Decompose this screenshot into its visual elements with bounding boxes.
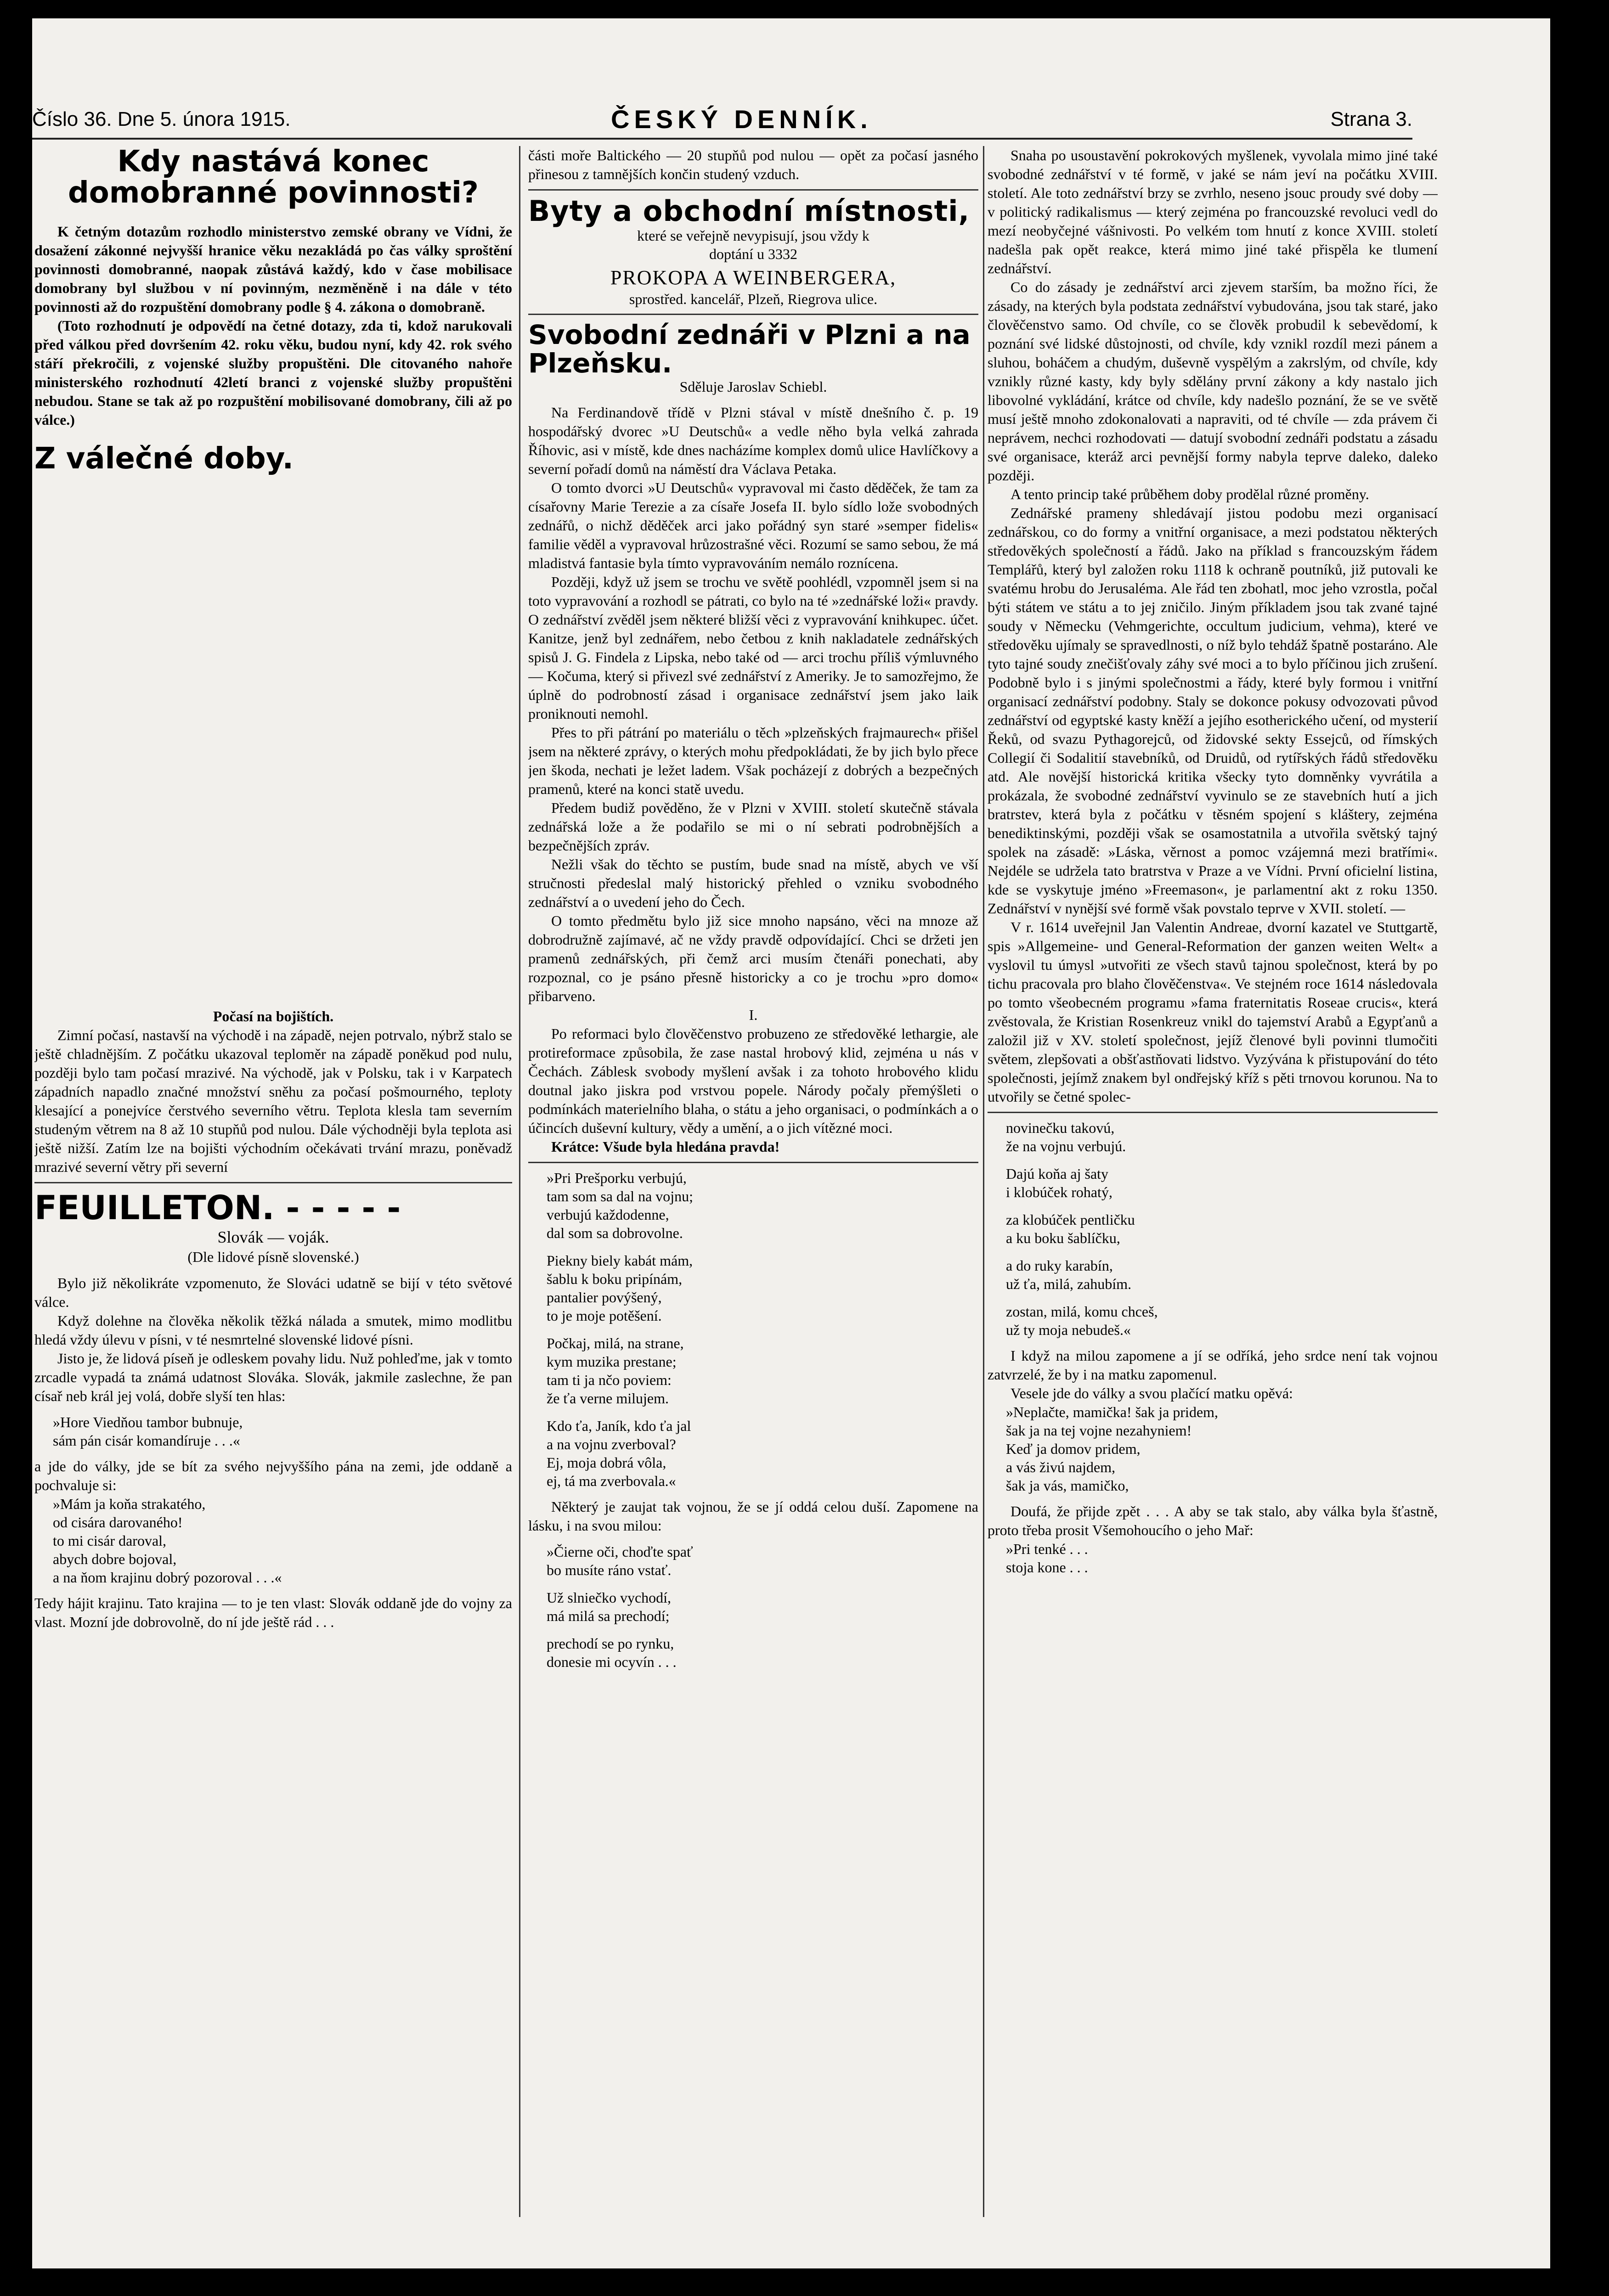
poem-line: šak ja vás, mamičko, (1006, 1477, 1129, 1494)
poem-line: dal som sa dobrovolne. (547, 1225, 683, 1241)
poem-line: už ty moja nebudeš.« (1006, 1322, 1131, 1338)
feuilleton-paragraph: Doufá, že přijde zpět . . . A aby se tak stalo, aby válka byla šťastně, proto třeba prosit Všemohoucího o jeho Mař: (988, 1503, 1438, 1538)
poem-stanza (53, 1495, 512, 1587)
poem-line: a do ruky karabín, (1006, 1257, 1113, 1274)
weather-paragraph: Zimní počasí, nastavší na východě i na západě, nejen potrvalo, nýbrž stalo se ještě chladnějším. Z počátku ukazoval teploměr na západě poněkud pod nulu, později bylo tam počasí mrazivé. Na východě, jak v Polsku, tak i v Karpatech západních napadlo značné množství sněhu za počasí pošmourného, teploty klesající a ponejvíce čerstvého severního větru. Teplota klesla tam severním studeným větrem na 8 až 10 stupňů pod nulou. Dále východněji byla teplota asi ještě nižší. Zatím lze na bojišti východním očekávati trvání mrazu, poněvadž mrazivé severní větry při severní (34, 1027, 512, 1175)
feuilleton-title: Slovák — voják. (217, 1228, 329, 1246)
feuilleton-paragraph: Vesele jde do války a svou plačící matku opěvá: (1011, 1385, 1293, 1401)
poem-line: že na vojnu verbujú. (1006, 1138, 1126, 1154)
article-headline: Svobodní zednáři v Plzni a na Plzeňsku. (528, 319, 971, 379)
article-paragraph: Předem budiž pověděno, že v Plzni v XVIII. století skutečně stávala zednářská lože a že podařilo se mi o ní sebrati podrobnějších a bezpečnějších zpráv. (528, 799, 978, 854)
article-paragraph: O tomto předmětu bylo již sice mnoho napsáno, věci na mnoze až dobrodružně zajímavé, ač ne vždy pravdě odpovídající. Chci se držeti jen pramenů zednářských, při čemž arci musím čtenáři ponechati, aby rozpoznal, co je psáno přesně historicky a co je trochu »pro domo« přibarveno. (528, 912, 978, 1004)
feuilleton-paragraph: Když dolehne na člověka několik těžká nálada a smutek, mimo modlitbu hledá vždy úlevu v písni, v té nesmrtelné slovenské lidové písni. (34, 1312, 512, 1348)
column-1 (34, 146, 512, 2217)
poem-line: Počkaj, milá, na strane, (547, 1335, 684, 1351)
poem-line: Ej, moja dobrá vôla, (547, 1454, 666, 1471)
article-paragraph: O tomto dvorci »U Deutschů« vypravoval mi často děděček, že tam za císařovny Marie Terezie a za císaře Josefa II. bylo sídlo lože svobodných zednářů, o nichž děděček arci jako pořádný syn staré »semper fidelis« familie věděl a vypravoval hrůzostrašné věci. Rozumí se samo sebou, že má mladistvá fantasie byla tímto vypravováním nemálo roznícena. (528, 479, 978, 571)
article-paragraph: Později, když už jsem se trochu ve světě poohlédl, vzpomněl jsem si na toto vypravování a rozhodl se pátrati, co bylo na té »zednářské loži« pravdy. O zednářství zvěděl jsem některé bližší věci z vypravování knihkupec. účet. Kanitze, jenž byl zednářem, nebo četbou z knih nakladatele zednářských spisů J. G. Findela z Lipska, nebo také od — arci trochu příliš výmluvného — Kočuma, který si přivezl své zednářství z Ameriky. Je to samozřejmo, že úplně do podrobností zásad i organisace zednářství jsem jako laik proniknouti nemohl. (528, 574, 978, 722)
article-paragraph: Co do zásady je zednářství arci zjevem starším, ba možno říci, že zásady, na kterých byla podstata zednářství vybudována, jsou tak staré, jako člověčenstvo samo. Od chvíle, co se člověk probudil k sebevědomí, k poznání své lidské důstojnosti, od chvíle, kdy vznikl rozdíl mezi pánem a sluhou, boháčem a chudým, duševně vyspělým a zakrslým, od chvíle, kdy vznikly různé kasty, kdy byly sdělány první zákony a kdy nastalo jich libovolné vykládání, krátce od chvíle, kdy nadešlo poznání, že se ve světě musí ještě mnoho zdokonalovati a napraviti, od té chvíle — zda právem či neprávem, nechci rozhodovati — datují svobodní zednáři podstatu a zásadu své organisace, kteráž arci pevnější formy nabyla teprve daleko, daleko později. (988, 279, 1438, 484)
article-paragraph: V r. 1614 uveřejnil Jan Valentin Andreae, dvorní kazatel ve Stuttgartě, spis »Allgemeine- und General-Reformation der ganzen weiten Welt« a vyslovil tu úmysl »utvořiti ze všech stavů tajnou společnost, která by po tichu pracovala pro blaho člověčenstva«. Ve stejném roce 1614 následovala po tomto všeobecném programu »fama fraternitatis Roseae crucis«, která zvěstovala, že Kristian Rosenkreuz vnikl do tajemství Arabů a Egypťanů a založil již v XV. století společnost, jejíž členové byli povinni tlumočiti světem, zlepšovati a obšťastňovati lidstvo. Vyzývána k přistupování do této společnosti, jejímž znakem byl ondřejský kříž s pěti trnovou korunou. Na to utvořily se četné spolec- (988, 919, 1438, 1105)
poem-line: od cisára darovaného! (53, 1514, 183, 1531)
issue-number-date: Číslo 36. Dne 5. února 1915. (32, 108, 291, 130)
article-byline: Sděluje Jaroslav Schiebl. (679, 378, 827, 395)
poem-line: donesie mi ocyvín . . . (547, 1654, 677, 1670)
feuilleton-subtitle: (Dle lidové písně slovenské.) (187, 1249, 359, 1265)
poem-line: to je moje potěšení. (547, 1307, 662, 1324)
poem-stanza (53, 1413, 512, 1450)
article-paragraph: Po reformaci bylo člověčenstvo probuzeno ze středověké lethargie, ale protireformace způsobila, že zase nastal hrobový klid, zejména u nás v Čechách. Záblesk svobody myšlení avšak i za tohoto hrobového klidu doutnal jako jiskra pod vrstvou popele. Národy počaly přemýšleti o podmínkách materielního blaha, o státu a jeho organisaci, o podmínkách a o účincích duševní kultury, vědy a umění, a o jich vítězné moci. (528, 1025, 978, 1136)
article-headline: Kdy nastává konec domobranné povinnosti? (68, 146, 479, 210)
feuilleton-paragraph: Některý je zaujat tak vojnou, že se jí oddá celou duší. Zapomene na lásku, i na svou milou: (528, 1498, 978, 1534)
section-rule (34, 1182, 512, 1183)
poem-line: »Mám ja koňa strakatého, (53, 1496, 206, 1512)
article-paragraph: Na Ferdinandově třídě v Plzni stával v místě dnešního č. p. 19 hospodářský dvorec »U Deutschů« a vedle něho byla velká zahrada Říhovic, asi v místě, kde dnes nacházíme komplex domů ulice Havlíčkovy a severní pořadí domů na náměstí dra Václava Petaka. (528, 404, 978, 477)
feuilleton-paragraph: Bylo již několikráte vzpomenuto, že Slováci udatně se bijí v této světové válce. (34, 1275, 512, 1310)
poem-line: sám pán cisár komandíruje . . .« (53, 1432, 240, 1449)
poem-stanza (1006, 1540, 1438, 1576)
poem-line: to mi cisár daroval, (53, 1532, 167, 1549)
poem-line: Kdo ťa, Janík, kdo ťa jal (547, 1418, 691, 1434)
weather-headline: Počasí na bojištích. (213, 1008, 334, 1024)
poem-line: »Neplačte, mamička! šak ja pridem, (1006, 1404, 1219, 1420)
section-numeral: I. (749, 1007, 758, 1023)
poem-line: že ťa verne milujem. (547, 1390, 669, 1407)
poem-stanza (1006, 1119, 1438, 1339)
advertisement-company: PROKOPA A WEINBERGERA, (610, 266, 897, 289)
poem-line: Dajú koňa aj šaty (1006, 1165, 1109, 1182)
feuilleton-paragraph: Jisto je, že lidová píseň je odleskem povahy lidu. Nuž pohleďme, jak v tomto zrcadle vypadá ta známá udatnost Slováka. Slovák, jakmile zaslechne, že pan císař neb král jej volá, dobře slyší ten hlas: (34, 1350, 512, 1404)
column-3 (988, 146, 1438, 2217)
masthead-rule (32, 138, 1412, 140)
advertisement-address: sprostřed. kancelář, Plzeň, Riegrova ulice. (629, 291, 878, 307)
poem-line: už ťa, milá, zahubím. (1006, 1276, 1132, 1292)
poem-line: a na vojnu zverboval? (547, 1436, 676, 1452)
poem-line: abych dobre bojoval, (53, 1551, 177, 1567)
weather-continued: části moře Baltického — 20 stupňů pod nulou — opět za počasí jasného přinesou z tamnějších končin studený vzduch. (528, 147, 978, 182)
masthead (32, 94, 1412, 135)
scan-edge (1570, 0, 1609, 2296)
poem-line: má milá sa prechodí; (547, 1608, 670, 1624)
poem-line: »Pri Prešporku verbujú, (547, 1170, 687, 1186)
poem-line: šak ja na tej vojne nezahyniem! (1006, 1422, 1192, 1439)
column-divider (519, 146, 520, 2217)
column-divider (983, 146, 984, 2217)
poem-line: a vás živú najdem, (1006, 1459, 1116, 1475)
poem-line: ej, tá ma zverbovala.« (547, 1473, 676, 1489)
poem-line: prechodí se po rynku, (547, 1635, 674, 1652)
poem-line: »Pri tenké . . . (1006, 1541, 1088, 1557)
poem-line: novinečku takovú, (1006, 1120, 1115, 1136)
article-paragraph: Nežli však do těchto se pustím, bude snad na místě, abych ve vší stručnosti předeslal malý historický přehled o vzniku svobodného zednářství a o uvedení jeho do Čech. (528, 856, 978, 910)
poem-line: zostan, milá, komu chceš, (1006, 1303, 1158, 1320)
poem-line: bo musíte ráno vstať. (547, 1562, 672, 1578)
advertisement-headline: Byty a obchodní místnosti, (528, 194, 970, 228)
column-2 (528, 146, 978, 2217)
poem-line: a ku boku šablíčku, (1006, 1230, 1120, 1246)
section-rule (528, 1162, 978, 1163)
poem-line: tam som sa dal na vojnu; (547, 1188, 694, 1204)
poem-line: kym muzika prestane; (547, 1353, 677, 1370)
advertisement-text: které se veřejně nevypisují, jsou vždy k (637, 227, 869, 244)
poem-line: za klobúček pentličku (1006, 1211, 1135, 1228)
feuilleton-paragraph: I když na milou zapomene a jí se odříká, jeho srdce není tak vojnou zatvrzelé, že by i na matku zapomenul. (988, 1347, 1438, 1383)
poem-stanza (547, 1169, 978, 1490)
poem-stanza (1006, 1403, 1438, 1495)
article-paragraph: Snaha po usoustavění pokrokových myšlenek, vyvolala mimo jiné také svobodné zednářství v té formě, v jaké se nám jeví na počátku XVIII. století. Ale toto zednářství brzy se zvrhlo, neseno jsouc proudy své doby — v politický radikalismus — který zejména po francouzské revoluci vedl do mezí neobyčejné vášnivosti. Po velkém tom hnutí z konce XVIII. století nadešla pak opět reakce, která mimo jiné také přispěla ke tlumení zednářství. (988, 147, 1438, 276)
article-paragraph: (Toto rozhodnutí je odpovědí na četné dotazy, zda ti, kdož narukovali před válkou před dovršením 42. roku věku, budou nyní, kdy 42. rok svého stáří překročili, z vojenské služby propuštěni. Dle citovaného nahoře ministerského rozhodnutí 42letí branci z vojenské služby propuštěni nebudou. Stane se tak až po rozpuštění mobilisované domobrany, čili až po válce.) (34, 317, 512, 428)
newspaper-title: ČESKÝ DENNÍK. (611, 105, 872, 134)
poem-line: »Hore Viedňou tambor bubnuje, (53, 1414, 243, 1430)
poem-line: Už slniečko vychodí, (547, 1589, 672, 1606)
poem-line: pantalier povýšený, (547, 1289, 662, 1306)
section-rule (528, 189, 978, 191)
poem-line: verbujú každodenne, (547, 1206, 669, 1223)
page-number: Strana 3. (1330, 108, 1412, 130)
feuilleton-paragraph: Tedy hájit krajinu. Tato krajina — to je ten vlast: Slovák oddaně jde do vojny za vlast. Mozní jde dobrovolně, do ní jde ještě rád . . . (34, 1595, 512, 1630)
article-paragraph: Přes to při pátrání po materiálu o těch »plzeňských frajmaurech« přišel jsem na některé zprávy, o kterých mohu předpokládati, že by jich bylo přece jen škoda, nechati je ležet ladem. Však pocházejí z dobrých a bezpečných pramenů, které na konci statě uvedu. (528, 724, 978, 797)
article-paragraph: A tento princip také průběhem doby prodělal různé proměny. (1011, 486, 1369, 502)
poem-line: »Čierne oči, choďte spať (547, 1543, 693, 1560)
article-paragraph: Krátce: Všude byla hledána pravda! (551, 1138, 780, 1155)
section-rule (528, 314, 978, 315)
feuilleton-paragraph: a jde do války, jde se bít za svého nejvyššího pána na zemi, jde oddaně a pochvaluje si: (34, 1458, 512, 1493)
poem-line: i klobúček rohatý, (1006, 1184, 1112, 1200)
section-headline: Z válečné doby. (34, 442, 294, 476)
feuilleton-heading: FEUILLETON. - - - - - (34, 1188, 401, 1227)
poem-line: Keď ja domov pridem, (1006, 1441, 1140, 1457)
section-rule (988, 1112, 1438, 1113)
poem-line: tam ti ja nčo poviem: (547, 1372, 672, 1388)
poem-line: a na ňom krajinu dobrý pozoroval . . .« (53, 1569, 282, 1586)
advertisement-text: doptání u 3332 (709, 246, 797, 262)
poem-stanza (547, 1542, 978, 1671)
poem-line: stoja kone . . . (1006, 1559, 1088, 1576)
article-paragraph: K četným dotazům rozhodlo ministerstvo zemské obrany ve Vídni, že dosažení zákonné nejvyšší hranice věku nezakládá po čas války sproštění povinnosti domobranné, naopak zůstává každý, kdo v čase mobilisace domobrany byl službou v ní povinným, nezměněně i na dále v této povinnosti až do rozpuštění domobrany podle § 4. zákona o domobraně. (34, 223, 512, 315)
poem-line: Piekny biely kabát mám, (547, 1252, 693, 1269)
poem-line: šablu k boku pripínám, (547, 1271, 683, 1287)
article-paragraph: Zednářské prameny shledávají jistou podobu mezi organisací zednářskou, co do formy a vnitřní organisace, a mezi podstatou některých středověkých společností a řádů. Jako na příklad s francouzským řádem Templářů, který byl založen roku 1118 k ochraně poutníků, již putovali ke svatému hrobu do Jerusaléma. Ale řád ten zbohatl, moc jeho vzrostla, počal býti státem ve státu a to jej zničilo. Jiným příkladem jsou tak zvané tajné soudy v Německu (Vehmgerichte, occultum judicium, vehma), které ve středověku ujímaly se spravedlnosti, o níž bylo tehdáž špatně postaráno. Ale tyto tajné soudy znečišťovaly záhy své moci a to bylo příčinou jich zrušení. Podobně bylo i s jinými společnostmi a řády, které byly formou i vnitřní organisací zednářství podobny. Staly se dokonce pokusy odvozovati původ zednářství od egyptské kasty kněží a jejího esotherického učení, od mysterií Řeků, od svazu Pythagorejců, od židovské sekty Essejců, od římských Collegií či Sodalitií stavebníků, od Druidů, od rytířských řádů středověku atd. Ale novější historická kritika všecky tyto domněnky vyvrátila a prokázala, že svobodné zednářství vyvinulo se ze stavebních hutí a jich bratrstev, která byla z počátku v těsném spojení s kláštery, zejména benediktinskými, později však se osamostatnila a utvořila světský tajný spolek na zásadě: »Láska, věrnost a pomoc vzájemná mezi bratřími«. Nejdéle se udržela tato bratrstva v Praze a ve Vídni. První oficielní listina, kde se vyskytuje jméno »Freemason«, je parlamentní akt z roku 1350. Zednářství v nynější své formě však povstalo teprve v XVII. století. — (988, 505, 1438, 917)
